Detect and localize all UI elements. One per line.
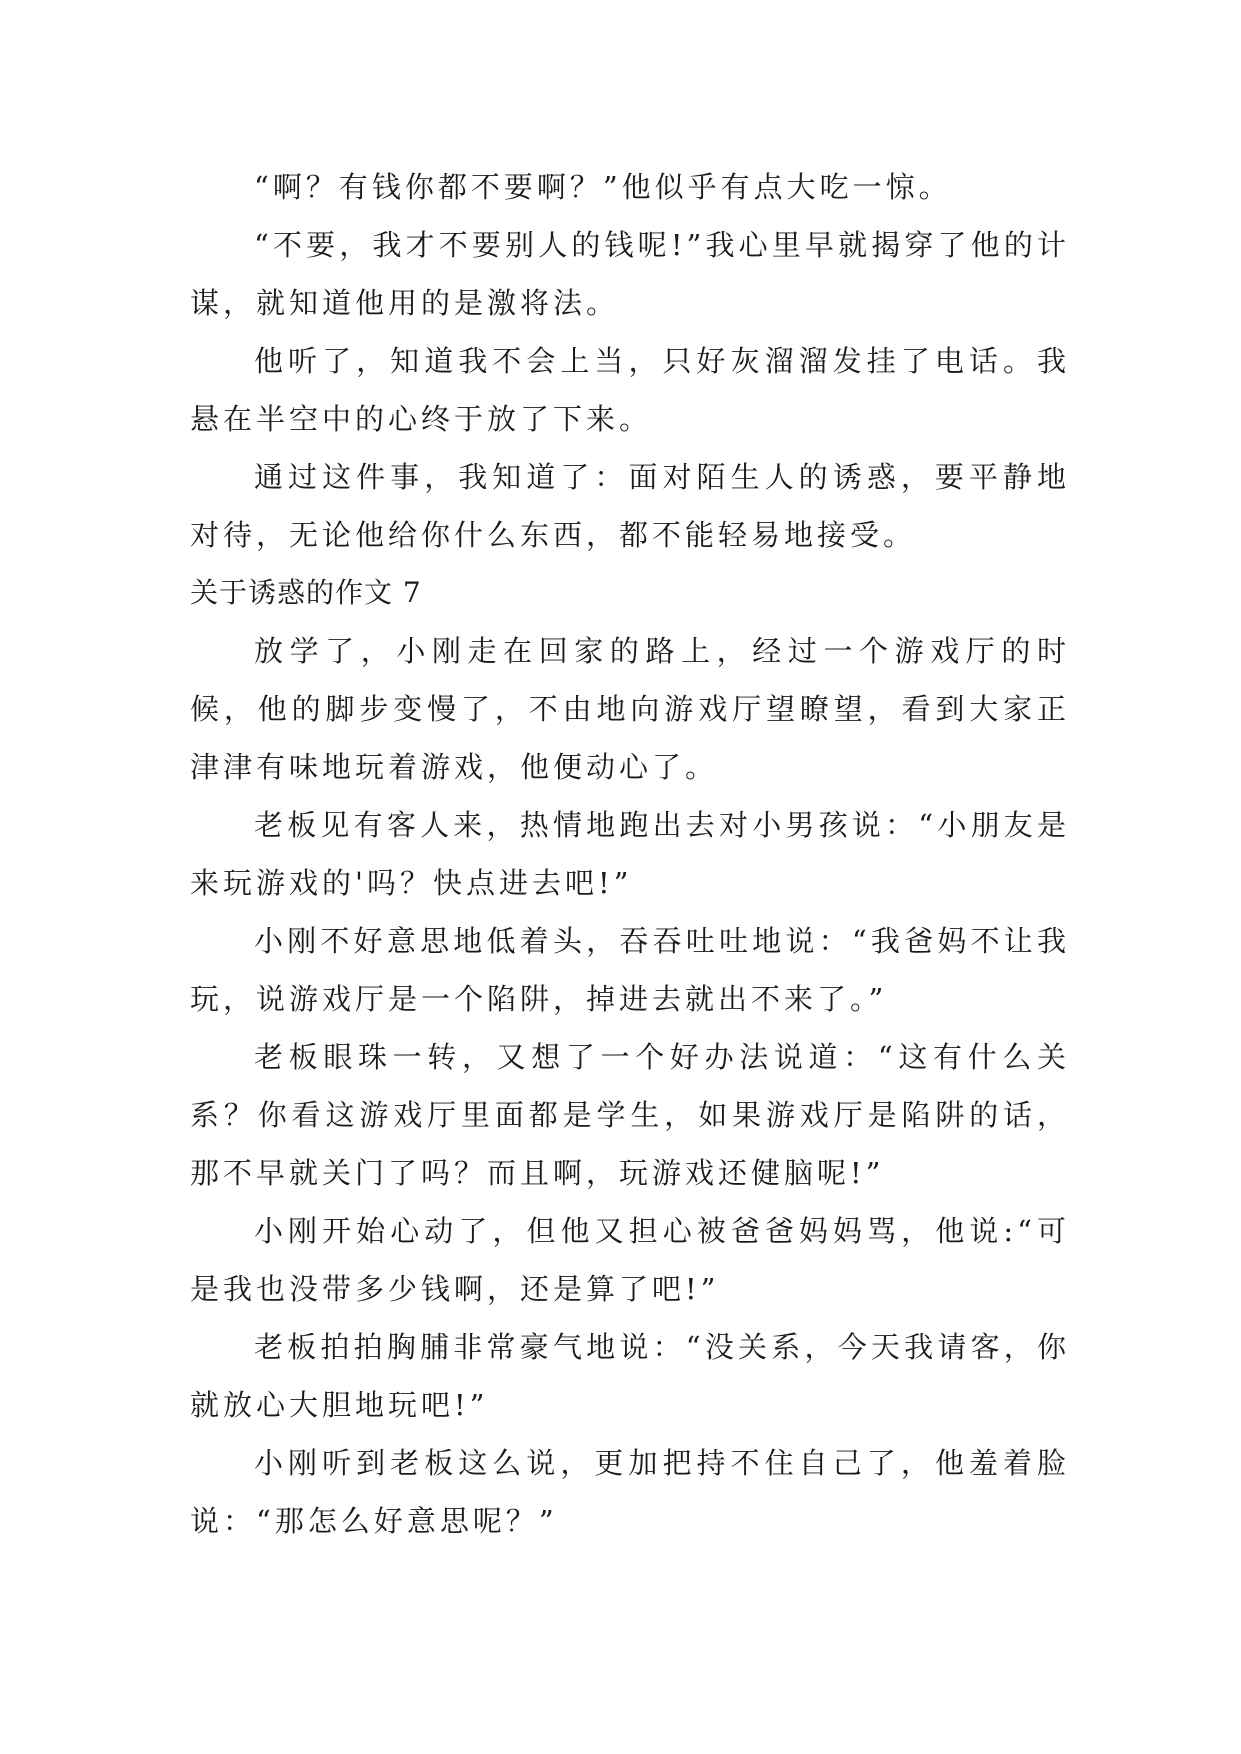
paragraph: 他听了，知道我不会上当，只好灰溜溜发挂了电话。我悬在半空中的心终于放了下来。 [190,344,1070,436]
paragraph: 小刚开始心动了，但他又担心被爸爸妈妈骂，他说:“可是我也没带多少钱啊，还是算了吧!” [190,1214,1070,1306]
paragraph: “啊？有钱你都不要啊？”他似乎有点大吃一惊。 [254,170,952,204]
section-heading: 关于诱惑的作文 7 [190,576,422,609]
paragraph: 放学了，小刚走在回家的路上，经过一个游戏厅的时候，他的脚步变慢了，不由地向游戏厅望瞭望，看到大家正津津有味地玩着游戏，他便动心了。 [190,634,1070,784]
paragraph: 小刚不好意思地低着头，吞吞吐吐地说：“我爸妈不让我玩，说游戏厅是一个陷阱，掉进去就出不来了。” [190,924,1070,1016]
paragraph: “不要，我才不要别人的钱呢!”我心里早就揭穿了他的计谋，就知道他用的是激将法。 [190,228,1070,320]
document-body [190,158,1070,1550]
paragraph: 老板眼珠一转，又想了一个好办法说道：“这有什么关系？你看这游戏厅里面都是学生，如果游戏厅是陷阱的话，那不早就关门了吗？而且啊，玩游戏还健脑呢!” [190,1040,1070,1190]
paragraph: 老板见有客人来，热情地跑出去对小男孩说：“小朋友是来玩游戏的'吗？快点进去吧!” [190,808,1070,900]
paragraph: 老板拍拍胸脯非常豪气地说：“没关系，今天我请客，你就放心大胆地玩吧!” [190,1330,1070,1422]
paragraph: 通过这件事，我知道了：面对陌生人的诱惑，要平静地对待，无论他给你什么东西，都不能轻易地接受。 [190,460,1070,552]
paragraph: 小刚听到老板这么说，更加把持不住自己了，他羞着脸说：“那怎么好意思呢？” [190,1446,1070,1538]
